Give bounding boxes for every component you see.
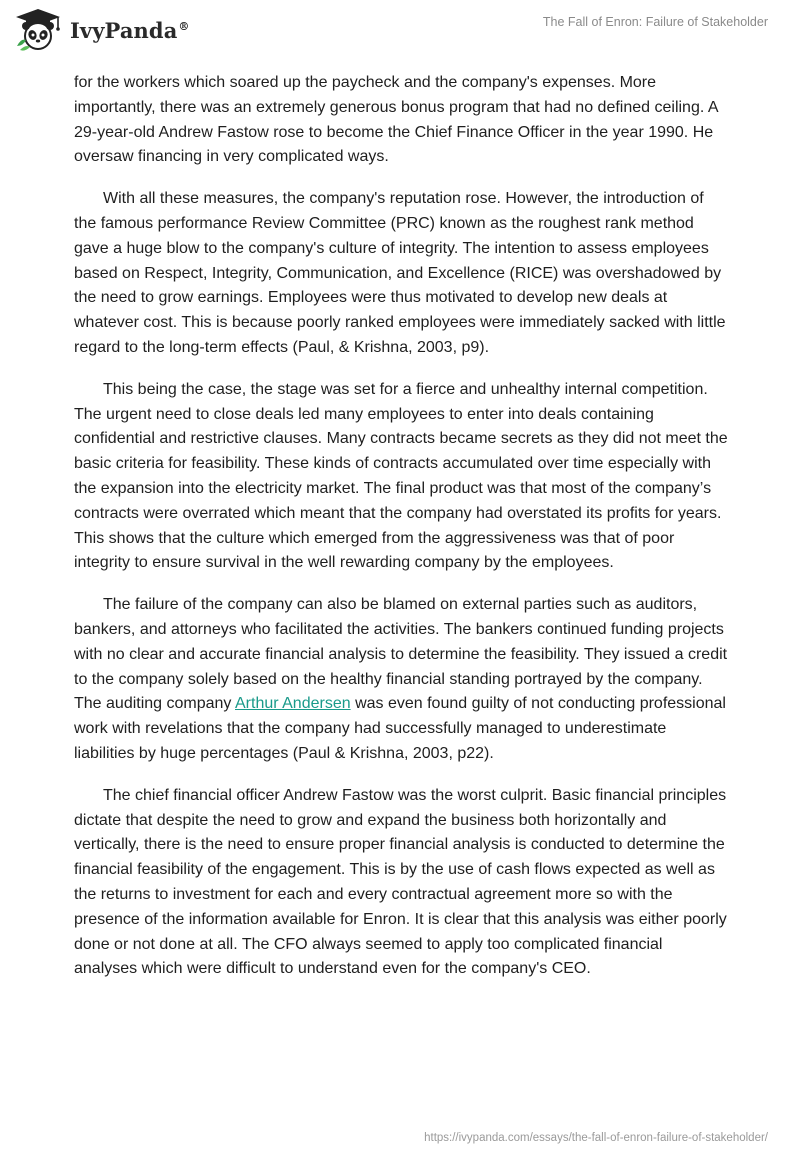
- page-header: [0, 0, 800, 70]
- paragraph-4: [74, 593, 728, 767]
- panda-graduate-icon: [14, 8, 62, 52]
- paragraph-4-text-after: was even found guilty of not conducting professional work with revelations that the company had successfully managed to underestimate liabilities by huge percentages (Paul & Krishna, 2003, p22).: [74, 695, 726, 762]
- paragraph-3: This being the case, the stage was set for a fierce and unhealthy internal competition. The urgent need to close deals led many employees to enter into deals containing confidential and restrictive clauses. Many contracts became secrets as they did not meet the basic criteria for feasibility. These kinds of contracts accumulated over time especially with the expansion into the electricity market. The final product was that most of the company’s contracts were overrated which meant that the company had overstated its profits for years. This shows that the culture which emerged from the aggressiveness was that of poor integrity to ensure survival in the well rewarding company by the employees.: [74, 380, 728, 572]
- essay-content: [74, 71, 728, 999]
- ivypanda-logo[interactable]: [14, 8, 190, 52]
- arthur-andersen-link[interactable]: Arthur Andersen: [235, 695, 351, 713]
- brand-name: IvyPanda®: [70, 17, 190, 43]
- paragraph-2: With all these measures, the company's reputation rose. However, the introduction of the famous performance Review Committee (PRC) known as the roughest rank method gave a huge blow to the company's culture of integrity. The intention to assess employees based on Respect, Integrity, Communication, and Excellence (RICE) was overshadowed by the need to grow earnings. Employees were thus motivated to develop new deals at whatever cost. This is because poorly ranked employees were immediately sacked with little regard to the long-term effects (Paul, & Krishna, 2003, p9).: [74, 190, 726, 356]
- source-url: https://ivypanda.com/essays/the-fall-of-enron-failure-of-stakeholder/: [424, 1132, 768, 1144]
- document-title: The Fall of Enron: Failure of Stakeholder: [542, 15, 768, 29]
- registered-mark: ®: [178, 19, 190, 33]
- paragraph-4-text-before: The failure of the company can also be blamed on external parties such as auditors, bankers, and attorneys who facilitated the activities. The bankers continued funding projects with no clear and accurate financial analysis to determine the feasibility. They issued a credit to the company solely based on the healthy financial standing portrayed by the company. The auditing company: [74, 596, 728, 713]
- paragraph-1: for the workers which soared up the paycheck and the company's expenses. More importantly, there was an extremely generous bonus program that had no defined ceiling. A 29-year-old Andrew Fastow rose to become the Chief Finance Officer in the year 1990. He oversaw financing in very complicated ways.: [74, 74, 718, 166]
- paragraph-5: The chief financial officer Andrew Fastow was the worst culprit. Basic financial principles dictate that despite the need to grow and expand the business both horizontally and vertically, there is the need to ensure proper financial analysis is conducted to determine the financial feasibility of the engagement. This is by the use of cash flows expected as well as the returns to investment for each and every contractual agreement more so with the presence of the information available for Enron. It is clear that this analysis was either poorly done or not done at all. The CFO always seemed to apply too complicated financial analyses which were difficult to understand even for the company's CEO.: [74, 786, 727, 978]
